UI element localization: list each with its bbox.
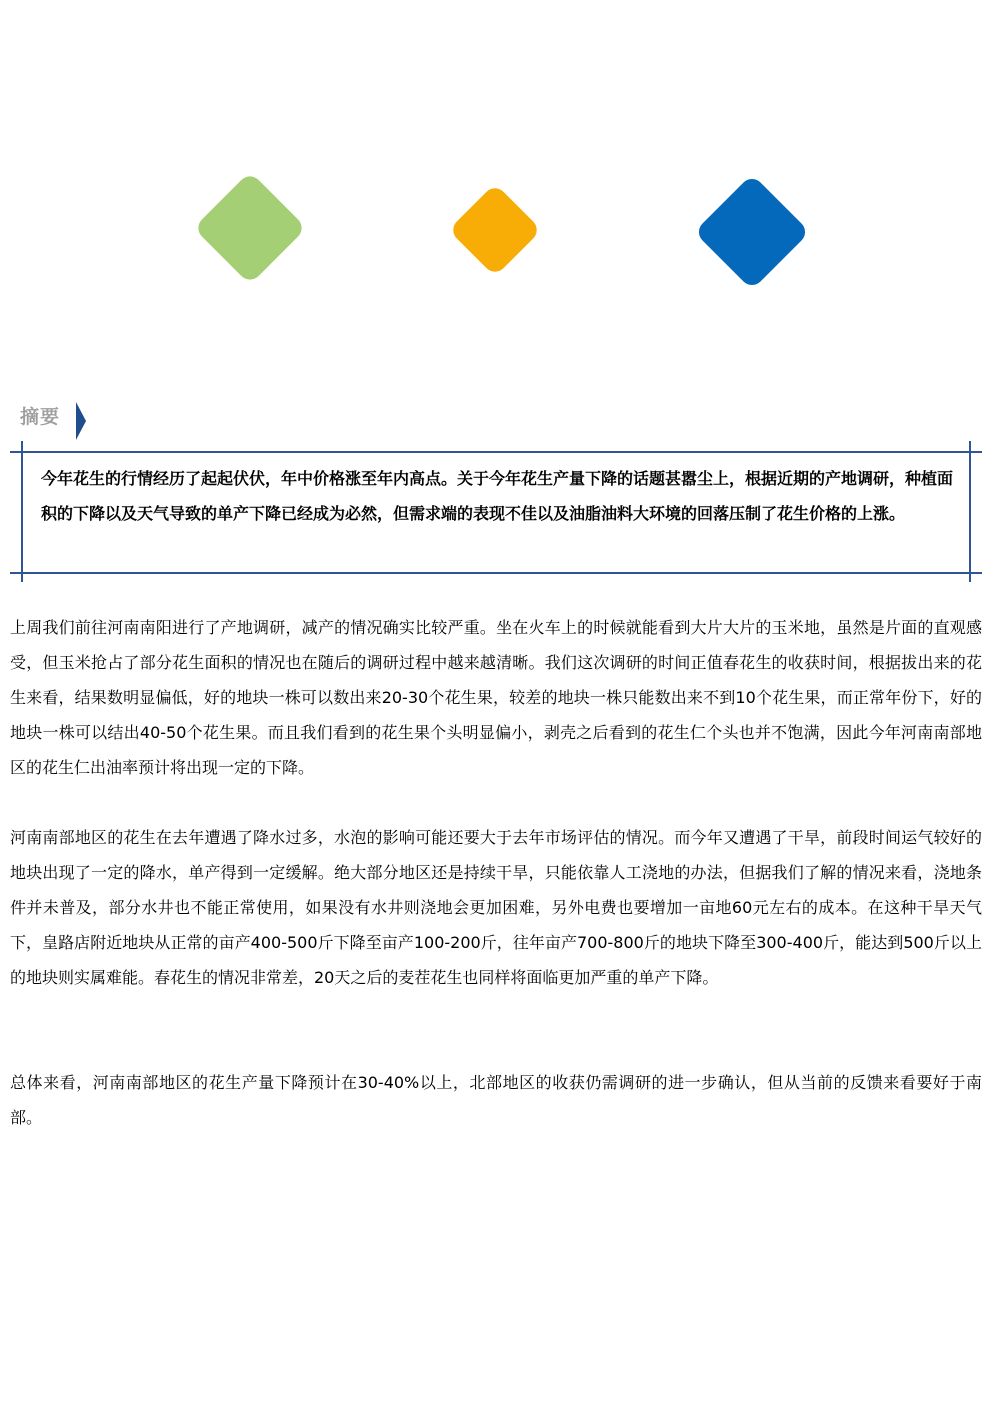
orange-diamond-shape	[448, 183, 541, 276]
abstract-box-left-border	[21, 441, 23, 582]
body-paragraph-1: 上周我们前往河南南阳进行了产地调研，减产的情况确实比较严重。坐在火车上的时候就能看到大片大片的玉米地，虽然是片面的直观感受，但玉米抢占了部分花生面积的情况也在随后的调研过程中越来越清晰。我们这次调研的时间正值春花生的收获时间，根据拔出来的花生来看，结果数明显偏低，好的地块一株可以数出来20-30个花生果，较差的地块一株只能数出来不到10个花生果，而正常年份下，好的地块一株可以结出40-50个花生果。而且我们看到的花生果个头明显偏小，剥壳之后看到的花生仁个头也并不饱满，因此今年河南南部地区的花生仁出油率预计将出现一定的下降。	[10, 618, 982, 777]
abstract-title: 摘要	[20, 406, 61, 428]
green-diamond-shape	[193, 171, 306, 284]
abstract-box-top-border	[10, 451, 982, 453]
blue-diamond-shape	[694, 174, 810, 290]
abstract-box-right-border	[969, 441, 971, 582]
body-paragraph-3: 总体来看，河南南部地区的花生产量下降预计在30-40%以上，北部地区的收获仍需调研的进一步确认，但从当前的反馈来看要好于南部。	[10, 1073, 982, 1127]
body-paragraph-2: 河南南部地区的花生在去年遭遇了降水过多，水泡的影响可能还要大于去年市场评估的情况。而今年又遭遇了干旱，前段时间运气较好的地块出现了一定的降水，单产得到一定缓解。绝大部分地区还是持续干旱，只能依靠人工浇地的办法，但据我们了解的情况来看，浇地条件并未普及，部分水井也不能正常使用，如果没有水井则浇地会更加困难，另外电费也要增加一亩地60元左右的成本。在这种干旱天气下，皇路店附近地块从正常的亩产400-500斤下降至亩产100-200斤，往年亩产700-800斤的地块下降至300-400斤，能达到500斤以上的地块则实属难能。春花生的情况非常差，20天之后的麦茬花生也同样将面临更加严重的单产下降。	[10, 828, 982, 987]
abstract-box-bottom-border	[10, 572, 982, 574]
abstract-text: 今年花生的行情经历了起起伏伏，年中价格涨至年内高点。关于今年花生产量下降的话题甚嚣尘上，根据近期的产地调研，种植面积的下降以及天气导致的单产下降已经成为必然，但需求端的表现不佳以及油脂油料大环境的回落压制了花生价格的上涨。	[41, 469, 954, 523]
arrow-right-icon	[76, 402, 86, 440]
